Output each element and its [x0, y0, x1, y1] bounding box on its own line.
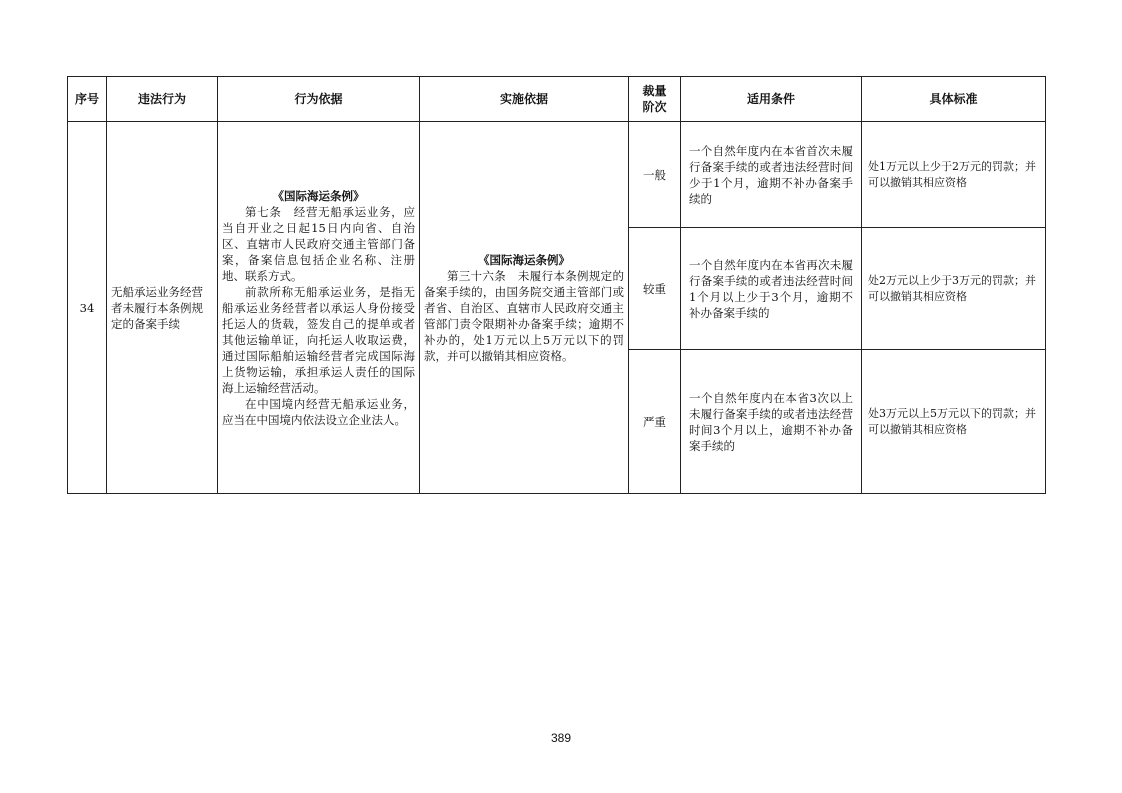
standard-serious: 处2万元以上少于3万元的罚款；并可以撤销其相应资格	[862, 228, 1046, 350]
row-number: 34	[68, 122, 107, 494]
header-row	[68, 77, 1046, 122]
header-no: 序号	[68, 77, 107, 122]
level-serious: 较重	[629, 228, 681, 350]
implementation-paragraph-1: 第三十六条 未履行本条例规定的备案手续的，由国务院交通主管部门或者省、自治区、直辖市人民政府交通主管部门责令限期补办备案手续；逾期不补办的，处1万元以上5万元以下的罚款，并可以撤销其相应资格。	[424, 268, 624, 363]
standard-severe: 处3万元以上5万元以下的罚款；并可以撤销其相应资格	[862, 350, 1046, 494]
violation-cell: 无船承运业务经营者未履行本条例规定的备案手续	[107, 122, 218, 494]
condition-serious: 一个自然年度内在本省再次未履行备案手续的或者违法经营时间1个月以上少于3个月，逾期不补办备案手续的	[681, 228, 862, 350]
page-number: 389	[550, 731, 572, 745]
basis-paragraph-1: 第七条 经营无船承运业务，应当自开业之日起15日内向省、自治区、直辖市人民政府交通主管部门备案，备案信息包括企业名称、注册地、联系方式。	[222, 204, 415, 283]
header-standard: 具体标准	[862, 77, 1046, 122]
level-general: 一般	[629, 122, 681, 228]
basis-paragraph-3: 在中国境内经营无船承运业务，应当在中国境内依法设立企业法人。	[222, 396, 415, 427]
header-level: 裁量阶次	[629, 77, 681, 122]
header-implementation: 实施依据	[420, 77, 629, 122]
penalty-table	[67, 76, 1046, 494]
implementation-cell	[420, 122, 629, 494]
table-row	[68, 122, 1046, 228]
condition-general: 一个自然年度内在本省首次未履行备案手续的或者违法经营时间少于1个月，逾期不补办备案手续的	[681, 122, 862, 228]
basis-cell	[218, 122, 420, 494]
basis-paragraph-2: 前款所称无船承运业务，是指无船承运业务经营者以承运人身份接受托运人的货载，签发自己的提单或者其他运输单证，向托运人收取运费，通过国际船舶运输经营者完成国际海上货物运输，承担承运人责任的国际海上运输经营活动。	[222, 284, 415, 395]
header-violation: 违法行为	[107, 77, 218, 122]
header-condition: 适用条件	[681, 77, 862, 122]
level-severe: 严重	[629, 350, 681, 494]
implementation-law-title: 《国际海运条例》	[478, 252, 570, 267]
condition-severe: 一个自然年度内在本省3次以上未履行备案手续的或者违法经营时间3个月以上，逾期不补办备案手续的	[681, 350, 862, 494]
basis-law-title: 《国际海运条例》	[272, 188, 365, 203]
header-basis: 行为依据	[218, 77, 420, 122]
standard-general: 处1万元以上少于2万元的罚款；并可以撤销其相应资格	[862, 122, 1046, 228]
